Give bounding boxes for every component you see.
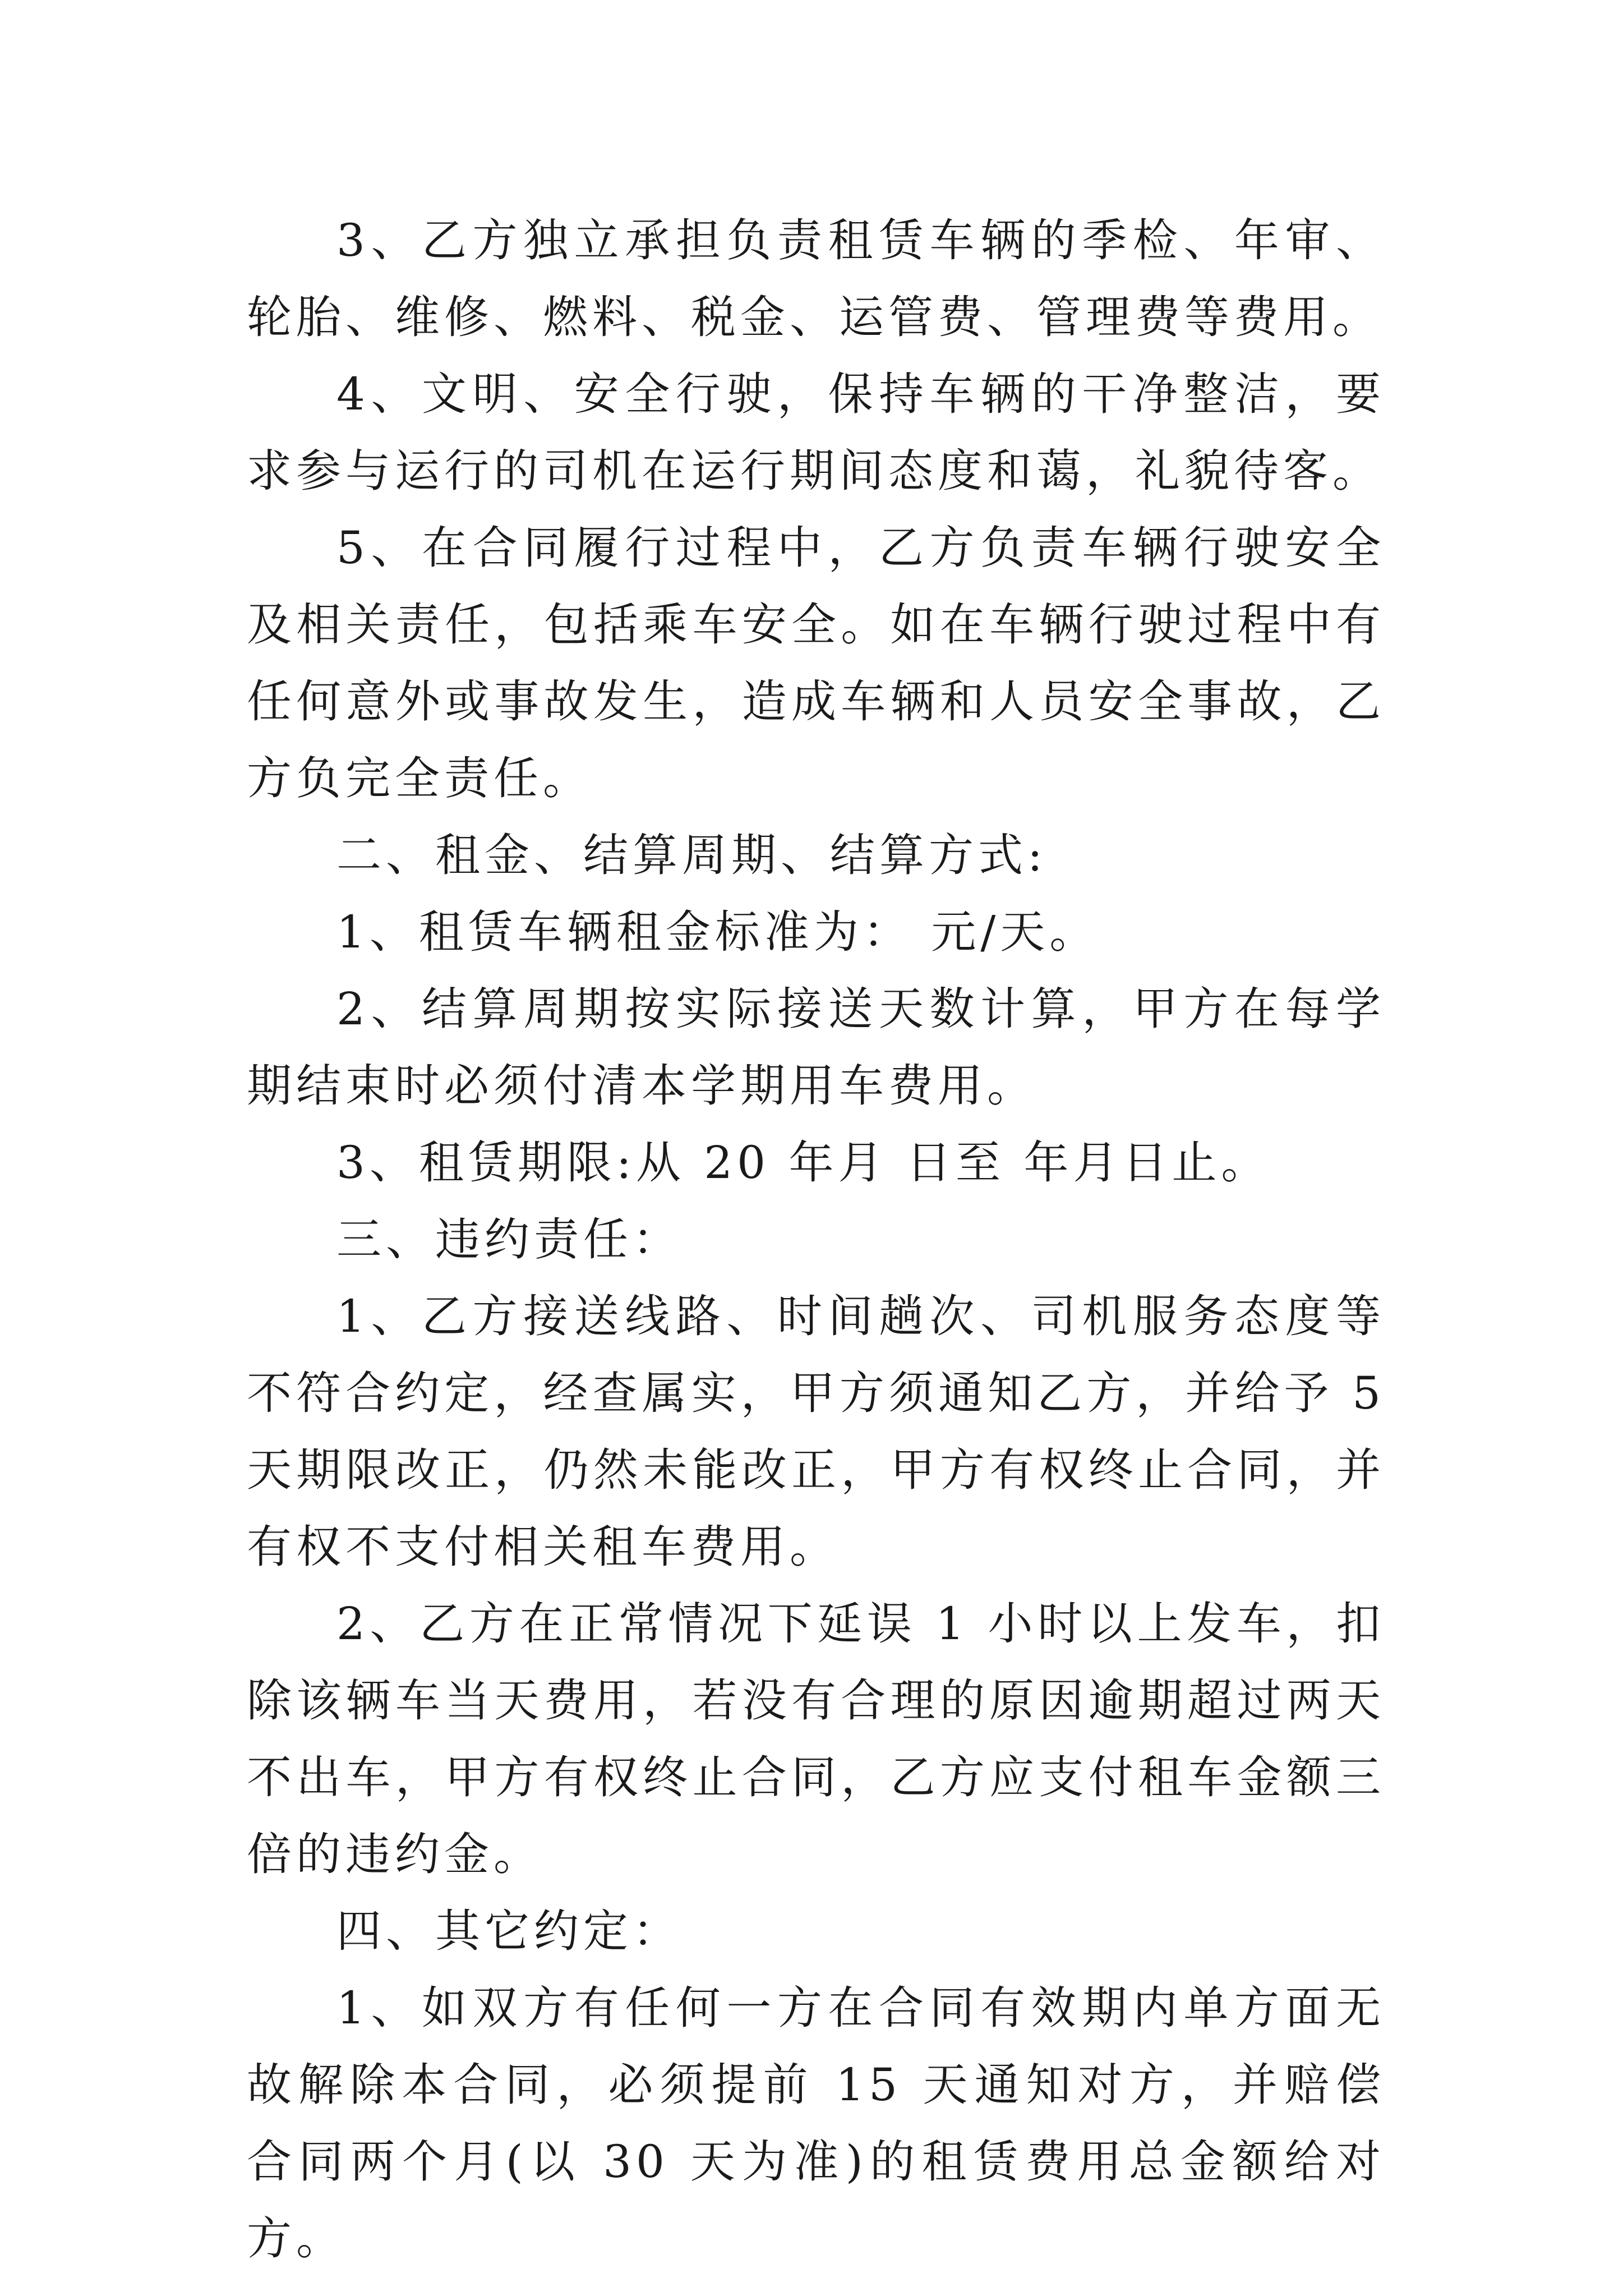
clause-paragraph: 1、租赁车辆租金标准为： 元/天。 xyxy=(336,906,1099,958)
clause-paragraph: 2、乙方在正常情况下延误 1 小时以上发车，扣除该辆车当天费用，若没有合理的原因逾期超过两天不出车，甲方有权终止合同，乙方应支付租车金额三倍的违约金。 xyxy=(247,1598,1385,1880)
clause-paragraph: 1、乙方接送线路、时间趟次、司机服务态度等不符合约定，经查属实，甲方须通知乙方，并给予 5 天期限改正，仍然未能改正，甲方有权终止合同，并有权不支付相关租车费用。 xyxy=(247,1290,1385,1573)
document-body xyxy=(247,202,1385,2277)
clause-paragraph: 3、租赁期限:从 20 年月 日至 年月日止。 xyxy=(336,1137,1271,1189)
section-heading: 三、违约责任： xyxy=(336,1213,682,1266)
clause-paragraph: 5、在合同履行过程中，乙方负责车辆行驶安全及相关责任，包括乘车安全。如在车辆行驶过程中有任何意外或事故发生，造成车辆和人员安全事故，乙方负完全责任。 xyxy=(247,522,1385,804)
clause-paragraph: 4、文明、安全行驶，保持车辆的干净整洁，要求参与运行的司机在运行期间态度和蔼，礼貌待客。 xyxy=(247,368,1385,497)
section-heading: 二、租金、结算周期、结算方式: xyxy=(336,829,1047,881)
clause-paragraph: 1、如双方有任何一方在合同有效期内单方面无故解除本合同，必须提前 15 天通知对方，并赔偿合同两个月(以 30 天为准)的租赁费用总金额给对方。 xyxy=(247,1982,1385,2265)
section-heading: 四、其它约定： xyxy=(336,1905,682,1957)
clause-paragraph: 3、乙方独立承担负责租赁车辆的季检、年审、轮胎、维修、燃料、税金、运管费、管理费等费用。 xyxy=(247,214,1385,343)
clause-paragraph: 2、结算周期按实际接送天数计算，甲方在每学期结束时必须付清本学期用车费用。 xyxy=(247,983,1385,1112)
